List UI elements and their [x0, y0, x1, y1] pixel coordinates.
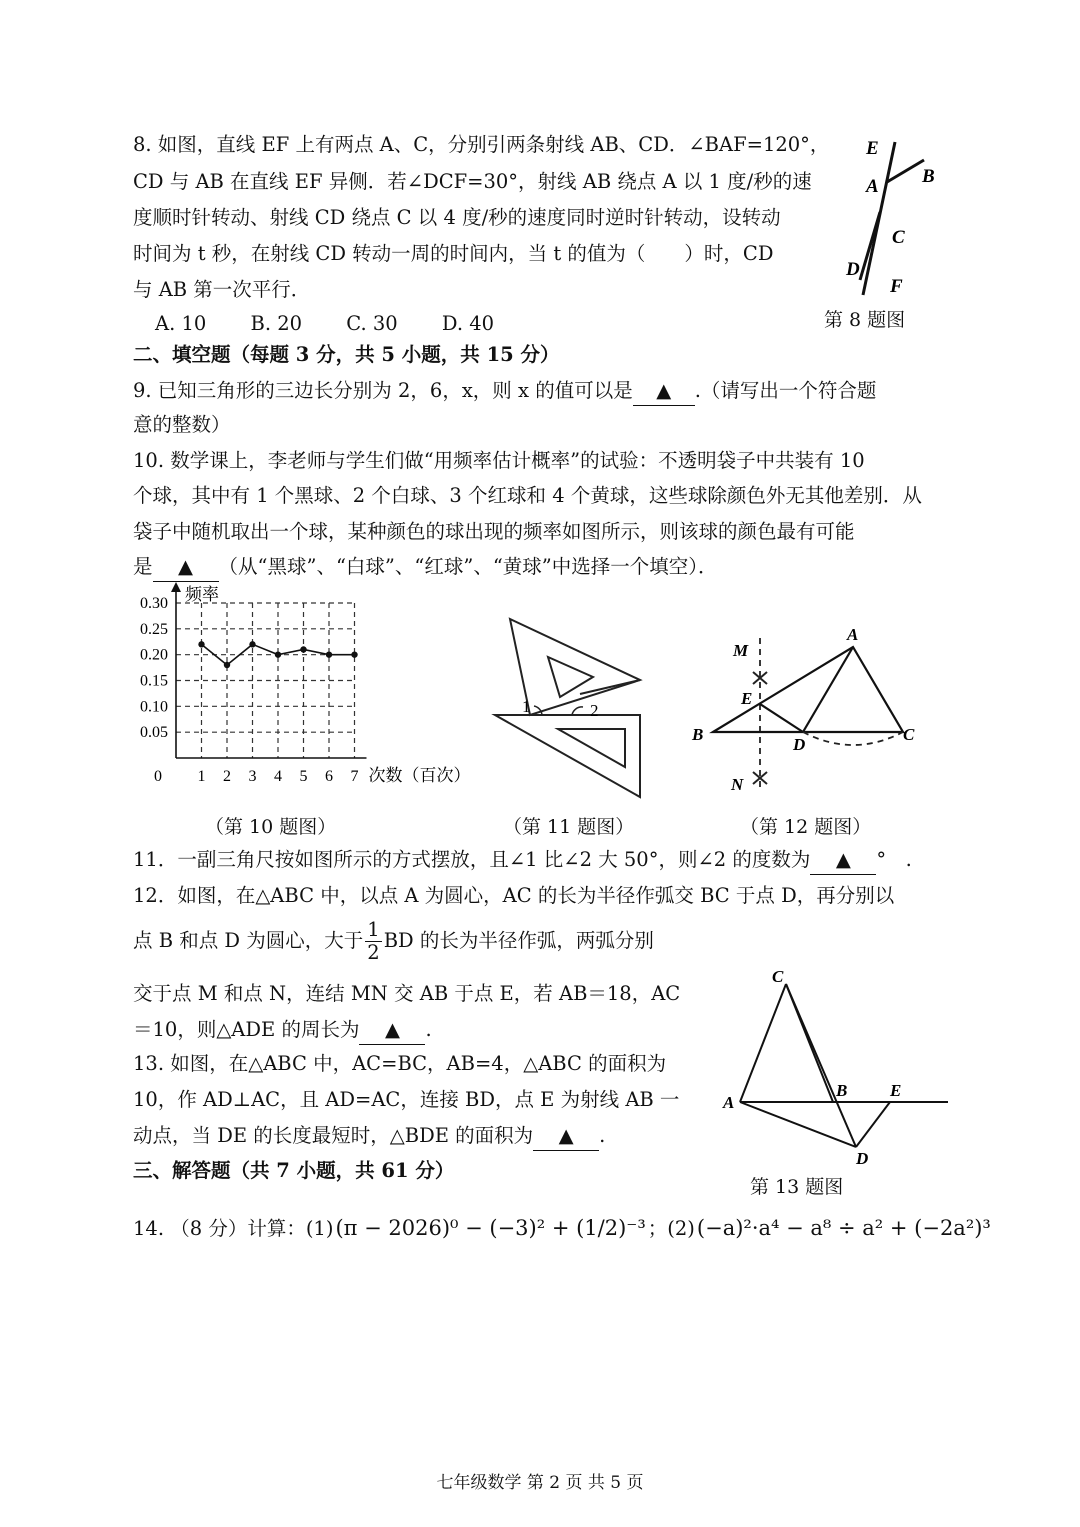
- data-point: [300, 646, 306, 652]
- q12-label-c: C: [903, 725, 915, 744]
- triangle-ruler-top-hole: [548, 657, 593, 697]
- q9-line-2: 意的整数）: [133, 413, 231, 436]
- data-point: [275, 651, 281, 657]
- q8-label-c: C: [892, 227, 905, 248]
- y-axis-label: 频率: [185, 585, 219, 604]
- q13-text-a: 动点，当 DE 的长度最短时，△BDE 的面积为: [133, 1124, 534, 1147]
- triangle-ruler-bottom: [495, 715, 640, 797]
- q8-options: [155, 310, 494, 338]
- q12-label-a: A: [847, 625, 859, 644]
- q11-answer-blank: ▲: [810, 846, 876, 875]
- q10-line-1: 10. 数学课上，李老师与学生们做“用频率估计概率”的试验：不透明袋子中共装有 10: [133, 449, 865, 472]
- q13-line-1: 13. 如图，在△ABC 中，AC=BC，AB=4，△ABC 的面积为: [133, 1052, 667, 1075]
- q8-line-1: 8. 如图，直线 EF 上有两点 A、C，分别引两条射线 AB、CD．∠BAF=120°，: [133, 133, 830, 156]
- q13-label-d: D: [856, 1149, 869, 1166]
- q12-text-b: BD 的长为半径作弧，两弧分别: [383, 929, 654, 952]
- q9-text-b: .（请写出一个符合题: [694, 379, 877, 402]
- q13-line-3: [133, 1122, 605, 1151]
- triangle-ruler-bottom-hole: [558, 729, 625, 767]
- q8-option-a: A. 10: [155, 312, 207, 335]
- data-point: [198, 641, 204, 647]
- q10-line-3: 袋子中随机取出一个球，某种颜色的球出现的频率如图所示，则该球的颜色最有可能: [133, 520, 855, 543]
- data-point: [224, 662, 230, 668]
- x-tick-label: 6: [325, 768, 333, 785]
- q12-text-d: .: [425, 1018, 432, 1041]
- q13-label-e: E: [890, 1081, 902, 1100]
- q10-caption: （第 10 题图）: [205, 816, 337, 838]
- q12-label-b: B: [692, 725, 704, 744]
- q14-expression-2: (−a)²·a⁴ − a⁸ ÷ a² + (−2a²)³: [696, 1216, 991, 1240]
- q13-label-a: A: [723, 1093, 735, 1112]
- q10-answer-blank: ▲: [153, 553, 219, 582]
- q13-figure: [718, 966, 954, 1166]
- q8-label-d: D: [846, 259, 860, 280]
- q14-prefix: 14. （8 分）计算：(1): [133, 1217, 334, 1240]
- y-tick-label: 0.10: [140, 698, 168, 716]
- q8-option-d: D. 40: [441, 312, 495, 335]
- arc-dc: [803, 732, 903, 745]
- q8-line-2: CD 与 AB 在直线 EF 异侧．若∠DCF=30°，射线 AB 绕点 A 以 1 度/秒的速: [133, 170, 812, 193]
- q13-label-c: C: [772, 967, 784, 986]
- origin-label: 0: [154, 768, 162, 785]
- q11-line: [133, 846, 912, 875]
- ray-ab: [887, 160, 924, 182]
- segment-ed: [760, 704, 803, 732]
- q8-option-c: C. 30: [346, 312, 398, 335]
- y-tick-label: 0.30: [140, 595, 168, 612]
- x-tick-label: 3: [248, 768, 257, 785]
- q12-label-m: M: [733, 641, 749, 660]
- data-point: [326, 651, 332, 657]
- q12-answer-blank: ▲: [359, 1016, 425, 1045]
- q8-line-3: 度顺时针转动、射线 CD 绕点 C 以 4 度/秒的速度同时逆时针转动，设转动: [133, 206, 781, 229]
- q9-text-a: 9. 已知三角形的三边长分别为 2，6，x，则 x 的值可以是: [133, 379, 633, 402]
- q12-line-1: 12．如图，在△ABC 中，以点 A 为圆心，AC 的长为半径作弧交 BC 于点 D，再分别以: [133, 884, 895, 907]
- q8-option-b: B. 20: [250, 312, 303, 335]
- q13-line-2: 10，作 AD⊥AC，且 AD=AC，连接 BD，点 E 为射线 AB 一: [133, 1088, 680, 1111]
- q10-line-4: [133, 553, 718, 582]
- y-tick-label: 0.15: [140, 672, 168, 690]
- q11-label-2: 2: [590, 701, 599, 720]
- segment-bd: [786, 984, 856, 1147]
- q12-text-c: ＝10，则△ADE 的周长为: [133, 1018, 360, 1041]
- section-3-heading: 三、解答题（共 7 小题，共 61 分）: [133, 1159, 455, 1182]
- q11-figure: [490, 612, 650, 804]
- x-tick-label: 1: [197, 768, 206, 785]
- q13-answer-blank: ▲: [533, 1122, 599, 1151]
- q12-fraction: [365, 919, 381, 964]
- y-tick-label: 0.20: [140, 646, 168, 664]
- q8-line-4: 时间为 t 秒，在射线 CD 转动一周的时间内，当 t 的值为（ ）时，CD: [133, 242, 774, 265]
- q10-text-a: 是: [133, 555, 153, 578]
- q11-text-a: 11．一副三角尺按如图所示的方式摆放，且∠1 比∠2 大 50°，则∠2 的度数为: [133, 848, 811, 871]
- angle-2-arc: [572, 707, 583, 715]
- q10-line-2: 个球，其中有 1 个黑球、2 个白球、3 个红球和 4 个黄球，这些球除颜色外无其他差别．从: [133, 484, 922, 507]
- section-2-heading: 二、填空题（每题 3 分，共 5 小题，共 15 分）: [133, 343, 560, 366]
- q8-label-a: A: [866, 176, 879, 197]
- q12-label-n: N: [731, 775, 744, 794]
- q14-expression-1: (π − 2026)⁰ − (−3)² + (1/2)⁻³: [335, 1216, 646, 1240]
- q8-caption: 第 8 题图: [824, 309, 906, 331]
- segment-ac: [740, 984, 786, 1102]
- q12-figure: [685, 620, 925, 800]
- q12-frac-num: 1: [367, 918, 380, 941]
- q12-frac-den: 2: [367, 941, 380, 964]
- x-tick-label: 7: [350, 768, 359, 785]
- q12-line-3: 交于点 M 和点 N，连结 MN 交 AB 于点 E，若 AB＝18，AC: [133, 982, 681, 1005]
- data-point: [249, 641, 255, 647]
- q11-text-b: ° .: [876, 848, 912, 871]
- q10-chart: [120, 580, 480, 810]
- y-tick-label: 0.05: [140, 724, 168, 742]
- data-point: [351, 651, 357, 657]
- q8-label-f: F: [890, 276, 903, 297]
- x-axis-label: 次数（百次）: [368, 766, 471, 785]
- q9-line-1: [133, 377, 876, 406]
- q11-caption: （第 11 题图）: [503, 816, 635, 838]
- q12-label-d: D: [793, 735, 806, 754]
- q12-label-e: E: [741, 689, 753, 708]
- q12-caption: （第 12 题图）: [740, 816, 872, 838]
- q12-line-4: [133, 1016, 432, 1045]
- x-tick-label: 5: [299, 768, 308, 785]
- q8-label-b: B: [922, 166, 935, 187]
- y-tick-label: 0.25: [140, 620, 168, 638]
- q11-label-1: 1: [522, 697, 531, 716]
- q8-figure: [840, 130, 960, 300]
- q12-line-2: [133, 916, 654, 970]
- q14-part-2: ；(2): [647, 1217, 695, 1240]
- ray-cd: [860, 212, 880, 280]
- x-tick-label: 2: [223, 768, 231, 785]
- page-footer: 七年级数学 第 2 页 共 5 页: [436, 1473, 644, 1493]
- q8-line-5: 与 AB 第一次平行．: [133, 278, 311, 301]
- segment-ad: [803, 647, 853, 732]
- q13-caption: 第 13 题图: [750, 1176, 844, 1198]
- q13-text-b: .: [599, 1124, 606, 1147]
- x-tick-label: 4: [274, 768, 282, 785]
- q9-answer-blank: ▲: [633, 377, 695, 406]
- segment-de: [856, 1102, 890, 1147]
- q12-text-a: 点 B 和点 D 为圆心，大于: [133, 929, 364, 952]
- q10-text-b: （从“黑球”、“白球”、“红球”、“黄球”中选择一个填空）．: [218, 555, 718, 578]
- q13-label-b: B: [836, 1081, 848, 1100]
- q8-label-e: E: [866, 138, 879, 159]
- y-axis-arrow: [171, 582, 181, 592]
- q14-line: [133, 1200, 991, 1258]
